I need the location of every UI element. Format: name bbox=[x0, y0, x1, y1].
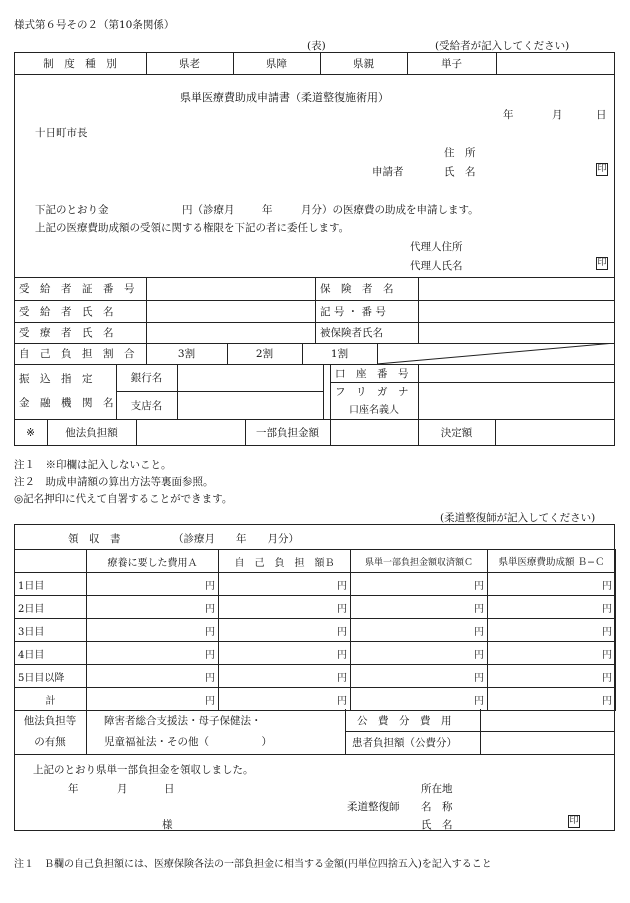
amount-cell[interactable]: 円 bbox=[87, 573, 219, 596]
amount-cell[interactable]: 円 bbox=[219, 573, 351, 596]
other-burden-label-2: の有無 bbox=[34, 736, 66, 748]
copay-option-30[interactable]: 3割 bbox=[177, 348, 196, 360]
applicant-name-label: 氏 名 bbox=[444, 166, 476, 178]
branch-name-label: 支店名 bbox=[130, 399, 163, 412]
patient-burden-label: 患者負担額（公費分） bbox=[352, 737, 457, 749]
col-self-burden-b: 自 己 負 担 額Ｂ bbox=[219, 550, 351, 573]
row-label: 4日目 bbox=[15, 642, 87, 665]
account-number-field[interactable] bbox=[418, 364, 615, 382]
system-option-tanshi[interactable]: 単子 bbox=[441, 57, 462, 70]
receipt-row bbox=[15, 596, 616, 619]
bank-name-label: 銀行名 bbox=[130, 372, 163, 384]
receipt-row bbox=[15, 619, 616, 642]
address-label: 住 所 bbox=[444, 147, 476, 159]
col-cost-a: 療養に要した費用Ａ bbox=[87, 550, 219, 573]
insured-name-field[interactable] bbox=[418, 322, 615, 343]
account-holder-field[interactable] bbox=[418, 382, 615, 419]
copay-option-10[interactable]: 1割 bbox=[330, 348, 349, 360]
date-month-label: 月 bbox=[552, 109, 563, 121]
receipt-row bbox=[15, 665, 616, 688]
row-label: 3日目 bbox=[15, 619, 87, 642]
insurer-label: 保 険 者 名 bbox=[320, 283, 394, 295]
copay-ratio-label: 自 己 負 担 割 合 bbox=[19, 348, 135, 360]
receipt-year-label: 年 bbox=[68, 783, 79, 795]
col-subsidy-b-minus-c: 県単医療費助成額 Ｂ−Ｃ bbox=[488, 550, 616, 573]
request-text-c: 年 bbox=[262, 204, 273, 216]
footer-note: 注１ Ｂ欄の自己負担額には、医療保険各法の一部負担金に相当する金額(円単位四捨五入)を記入すること bbox=[14, 859, 492, 870]
request-text-a: 下記のとおり金 bbox=[35, 204, 109, 216]
partial-burden-label: 一部負担金額 bbox=[256, 427, 319, 439]
other-burden-laws-2[interactable]: 児童福祉法・その他（ ） bbox=[104, 736, 272, 748]
symbol-number-field[interactable] bbox=[418, 300, 615, 322]
col-collected-c: 県単一部負担金額収済額Ｃ bbox=[351, 550, 488, 573]
amount-cell[interactable]: 円 bbox=[219, 665, 351, 688]
system-option-ken-sho[interactable]: 県障 bbox=[266, 57, 287, 70]
sama-label: 様 bbox=[162, 819, 173, 831]
date-year-label: 年 bbox=[503, 109, 514, 121]
agent-address-label: 代理人住所 bbox=[410, 241, 463, 253]
amount-cell[interactable]: 円 bbox=[87, 596, 219, 619]
amount-cell[interactable]: 円 bbox=[87, 642, 219, 665]
patient-name-field[interactable] bbox=[146, 322, 315, 343]
note-1: 注１ ※印欄は記入しないこと。 bbox=[14, 459, 172, 471]
recipient-name-label: 受 給 者 氏 名 bbox=[19, 305, 114, 318]
row-label: 2日目 bbox=[15, 596, 87, 619]
amount-cell[interactable]: 円 bbox=[87, 619, 219, 642]
other-burden-label-1: 他法負担等 bbox=[23, 715, 77, 727]
request-text-d: 月分）の医療費の助成を申請します。 bbox=[301, 204, 479, 216]
amount-cell[interactable]: 円 bbox=[351, 665, 488, 688]
amount-cell[interactable]: 円 bbox=[488, 665, 616, 688]
copay-void-diagonal bbox=[377, 343, 615, 364]
date-day-label: 日 bbox=[596, 109, 607, 121]
amount-cell[interactable]: 円 bbox=[488, 619, 616, 642]
amount-cell[interactable]: 円 bbox=[351, 688, 488, 711]
patient-burden-field[interactable] bbox=[480, 731, 615, 754]
row-label: 5日目以降 bbox=[15, 665, 87, 688]
practitioner-label: 柔道整復師 bbox=[347, 801, 400, 813]
recipient-name-field[interactable] bbox=[146, 300, 315, 322]
location-label: 所在地 bbox=[421, 783, 453, 795]
account-number-label: 口 座 番 号 bbox=[335, 367, 409, 380]
applicant-label: 申請者 bbox=[372, 166, 404, 178]
office-use-mark: ※ bbox=[26, 426, 35, 439]
other-burden-laws-1[interactable]: 障害者総合支援法・母子保健法・ bbox=[104, 715, 262, 727]
receipt-row bbox=[15, 642, 616, 665]
agent-seal: 印 bbox=[597, 258, 607, 268]
bank-name-field[interactable] bbox=[177, 364, 323, 391]
furigana-label: フ リ ガ ナ bbox=[335, 386, 409, 398]
receipt-row bbox=[15, 688, 616, 711]
amount-cell[interactable]: 円 bbox=[488, 642, 616, 665]
system-type-label: 制 度 種 別 bbox=[43, 57, 117, 70]
note-2: 注２ 助成申請額の算出方法等裏面参照。 bbox=[14, 476, 214, 488]
amount-cell[interactable]: 円 bbox=[219, 688, 351, 711]
applicant-seal: 印 bbox=[597, 164, 607, 174]
receipt-table bbox=[14, 549, 616, 711]
addressee: 十日町市長 bbox=[35, 127, 88, 139]
amount-cell[interactable]: 円 bbox=[87, 688, 219, 711]
amount-cell[interactable]: 円 bbox=[351, 573, 488, 596]
public-cost-label: 公 費 分 費 用 bbox=[357, 714, 452, 727]
recipient-note: (受給者が記入してください) bbox=[435, 40, 570, 52]
cert-number-field[interactable] bbox=[146, 277, 315, 300]
branch-name-field[interactable] bbox=[177, 391, 323, 419]
receipt-title: 領 収 書 bbox=[68, 533, 121, 545]
row-label: 1日目 bbox=[15, 573, 87, 596]
public-cost-field[interactable] bbox=[480, 709, 615, 731]
amount-cell[interactable]: 円 bbox=[488, 573, 616, 596]
insurer-field[interactable] bbox=[418, 277, 615, 300]
amount-cell[interactable]: 円 bbox=[351, 619, 488, 642]
account-holder-label: 口座名義人 bbox=[349, 405, 399, 416]
amount-cell[interactable]: 円 bbox=[219, 619, 351, 642]
amount-cell[interactable]: 円 bbox=[219, 642, 351, 665]
amount-cell[interactable]: 円 bbox=[488, 688, 616, 711]
amount-cell[interactable]: 円 bbox=[87, 665, 219, 688]
note-signature: ◎記名押印に代えて自署することができます。 bbox=[14, 493, 233, 505]
amount-cell[interactable]: 円 bbox=[351, 642, 488, 665]
practitioner-seal: 印 bbox=[569, 816, 579, 826]
practitioner-name-label: 氏 名 bbox=[421, 819, 453, 831]
delegation-text: 上記の医療費助成額の受領に関する権限を下記の者に委任します。 bbox=[35, 222, 350, 234]
side-label: (表) bbox=[307, 40, 326, 52]
amount-cell[interactable]: 円 bbox=[351, 596, 488, 619]
receipt-day-label: 日 bbox=[164, 783, 175, 795]
bank-designation-label: 振 込 指 定 bbox=[19, 372, 93, 385]
amount-cell[interactable]: 円 bbox=[488, 596, 616, 619]
symbol-number-label: 記 号 ・ 番 号 bbox=[320, 305, 386, 318]
system-option-ken-shin[interactable]: 県親 bbox=[353, 57, 374, 70]
practitioner-note: (柔道整復師が記入してください) bbox=[440, 512, 596, 524]
agent-name-label: 代理人氏名 bbox=[410, 260, 463, 272]
receipt-row bbox=[15, 573, 616, 596]
receipt-month-label: 月 bbox=[117, 783, 128, 795]
copay-option-20[interactable]: 2割 bbox=[255, 348, 274, 360]
amount-cell[interactable]: 円 bbox=[219, 596, 351, 619]
received-text: 上記のとおり県単一部負担金を領収しました。 bbox=[33, 764, 254, 776]
form-number: 様式第６号その２（第10条関係） bbox=[14, 19, 175, 31]
other-law-label: 他法負担額 bbox=[65, 427, 118, 439]
cert-number-label: 受 給 者 証 番 号 bbox=[19, 283, 135, 295]
system-option-ken-ro[interactable]: 県老 bbox=[179, 57, 200, 70]
decision-amount-label: 決定額 bbox=[440, 427, 473, 439]
insured-name-label: 被保険者氏名 bbox=[320, 327, 383, 339]
bank-institution-label: 金 融 機 関 名 bbox=[19, 396, 114, 409]
receipt-period: （診療月 年 月分） bbox=[173, 533, 299, 545]
application-title: 県単医療費助成申請書（柔道整復施術用） bbox=[180, 91, 389, 104]
row-label: 計 bbox=[15, 688, 87, 711]
patient-name-label: 受 療 者 氏 名 bbox=[19, 327, 114, 339]
clinic-name-label: 名 称 bbox=[421, 801, 453, 813]
request-text-b: 円（診療月 bbox=[182, 204, 235, 216]
